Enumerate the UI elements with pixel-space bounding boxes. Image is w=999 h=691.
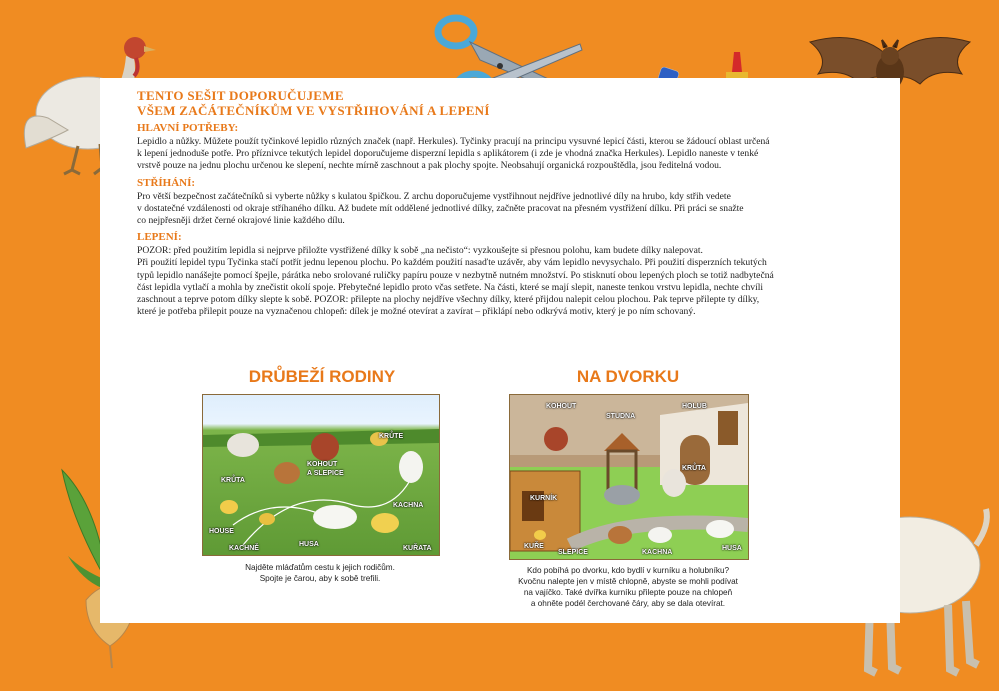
label-a-slepice: A SLEPICE [307,470,344,477]
needs-heading: HLAVNÍ POTŘEBY: [137,122,239,134]
label-husa-yard: HUSA [722,545,742,552]
page-title-line2: VŠEM ZAČÁTEČNÍKŮM VE VYSTŘIHOVÁNÍ A LEPENÍ [137,103,490,118]
label-kurnik: KURNÍK [530,495,558,502]
gluing-paragraph: POZOR: před použitím lepidla si nejprve přiložte vystřižené dílky k sobě „na nečisto“: vyzkoušejte si přesnou polohu, kam budete dílky nalepovat. Při použití lepidel typu Tyčinka stačí potřít jednu lepenou plochu. Po každém použití nasaďte uzávěr, aby vám lepidlo nevysychalo. Při použití disperzních tekutých typů lepidlo nanášejte pomocí špejle, párátka nebo srolované ruličky papíru pouze v nezbytně nutném množství. Po stisknutí obou lepených ploch se totiž nadbytečná část lepidla vytlačí a mohla by znečistit okolí spoje. Přebytečné lepidlo proto včas setřete. Na části, které se mají slepit, naneste tenkou vrstvu lepidla, nechte chvíli zaschnout a teprve potom dílky slepte k sobě. POZOR: přilepte na plochy nejdříve všechny dílky, které přijdou nalepit celou plochou. Pak teprve přilepte ty dílky, které je potřeba přilepit pouze na vyznačenou chlopeň: dílek je možné otevírat a zavírat – přiklápí nebo odkrývá motiv, který je po ním schovaný. [137,245,774,318]
label-house: HOUSE [209,528,234,535]
label-husa: HUSA [299,541,319,548]
label-kruta: KRŮTA [221,477,245,484]
label-kurata: KUŘATA [403,545,432,552]
label-kruta-yard: KRŮTA [682,465,706,472]
label-krute: KRŮTE [379,433,404,440]
label-holub: HOLUB [682,403,707,410]
label-kachne: KACHNĚ [229,545,259,552]
label-kohout: KOHOUT [307,461,338,468]
poultry-families-title: DRŮBEŽÍ RODINY [248,367,396,386]
label-slepice: SLEPICE [558,549,588,556]
instructions-block [137,88,861,318]
label-kachna-yard: KACHNA [642,549,673,556]
cutting-heading: STŘÍHÁNÍ: [137,176,196,189]
yard-title: NA DVORKU [576,367,680,386]
label-kure: KUŘE [524,543,544,550]
label-kachna: KACHNA [393,502,424,509]
label-studna: STUDNA [606,413,636,420]
poultry-families-caption: Najděte mláďatům cestu k jejich rodičům. Spojte je čarou, aby k sobě trefili. [245,563,395,583]
needs-paragraph: Lepidlo a nůžky. Můžete použít tyčinkové lepidlo různých značek (např. Herkules). Tyčinky pracují na principu vysuvné lepicí části, kterou se žádoucí oblast určená k lepení jednoduše potře. Pro příznivce tekutých lepidel doporučujeme disperzní lepidla s aplikátorem (i zde je vhodná značka Herkules). Lepidlo naneste v tenké vrstvě pouze na jednu plochu určenou ke slepení, nechte mírně zaschnout a pak plochy spojte. Neobsahují organická rozpouštědla, jsou ředitelná vodou. [137,136,770,172]
page-title-line1: TENTO SEŠIT DOPORUČUJEME [137,88,344,103]
cutting-paragraph: Pro větší bezpečnost začátečníků si vyberte nůžky s kulatou špičkou. Z archu doporučujeme vystřihnout nejdříve jednotlivé díly na hrubo, kdy střih vedete v dostatečné vzdálenosti od okraje stříhaného dílku. Až budete mít oddělené jednotlivé dílky, začněte pracovat na přesném vystřižení dílku. Při práci se snažte co nejpřesněji držet černé okrajové linie každého dílu. [137,190,744,227]
poultry-families-scene [202,394,440,556]
yard-scene [509,394,749,560]
instruction-page [100,78,900,623]
gluing-heading: LEPENÍ: [137,231,182,244]
yard-caption: Kdo pobíhá po dvorku, kdo bydlí v kurníku a holubníku? Kvočnu nalepte jen v místě chlopně, abyste se mohli podívat na vajíčko. Také dvířka kurníku přilepte pouze na chlopeň a ohněte podél čerchované čáry, aby se dala otevírat. [518,566,738,608]
label-kohout-yard: KOHOUT [546,403,577,410]
